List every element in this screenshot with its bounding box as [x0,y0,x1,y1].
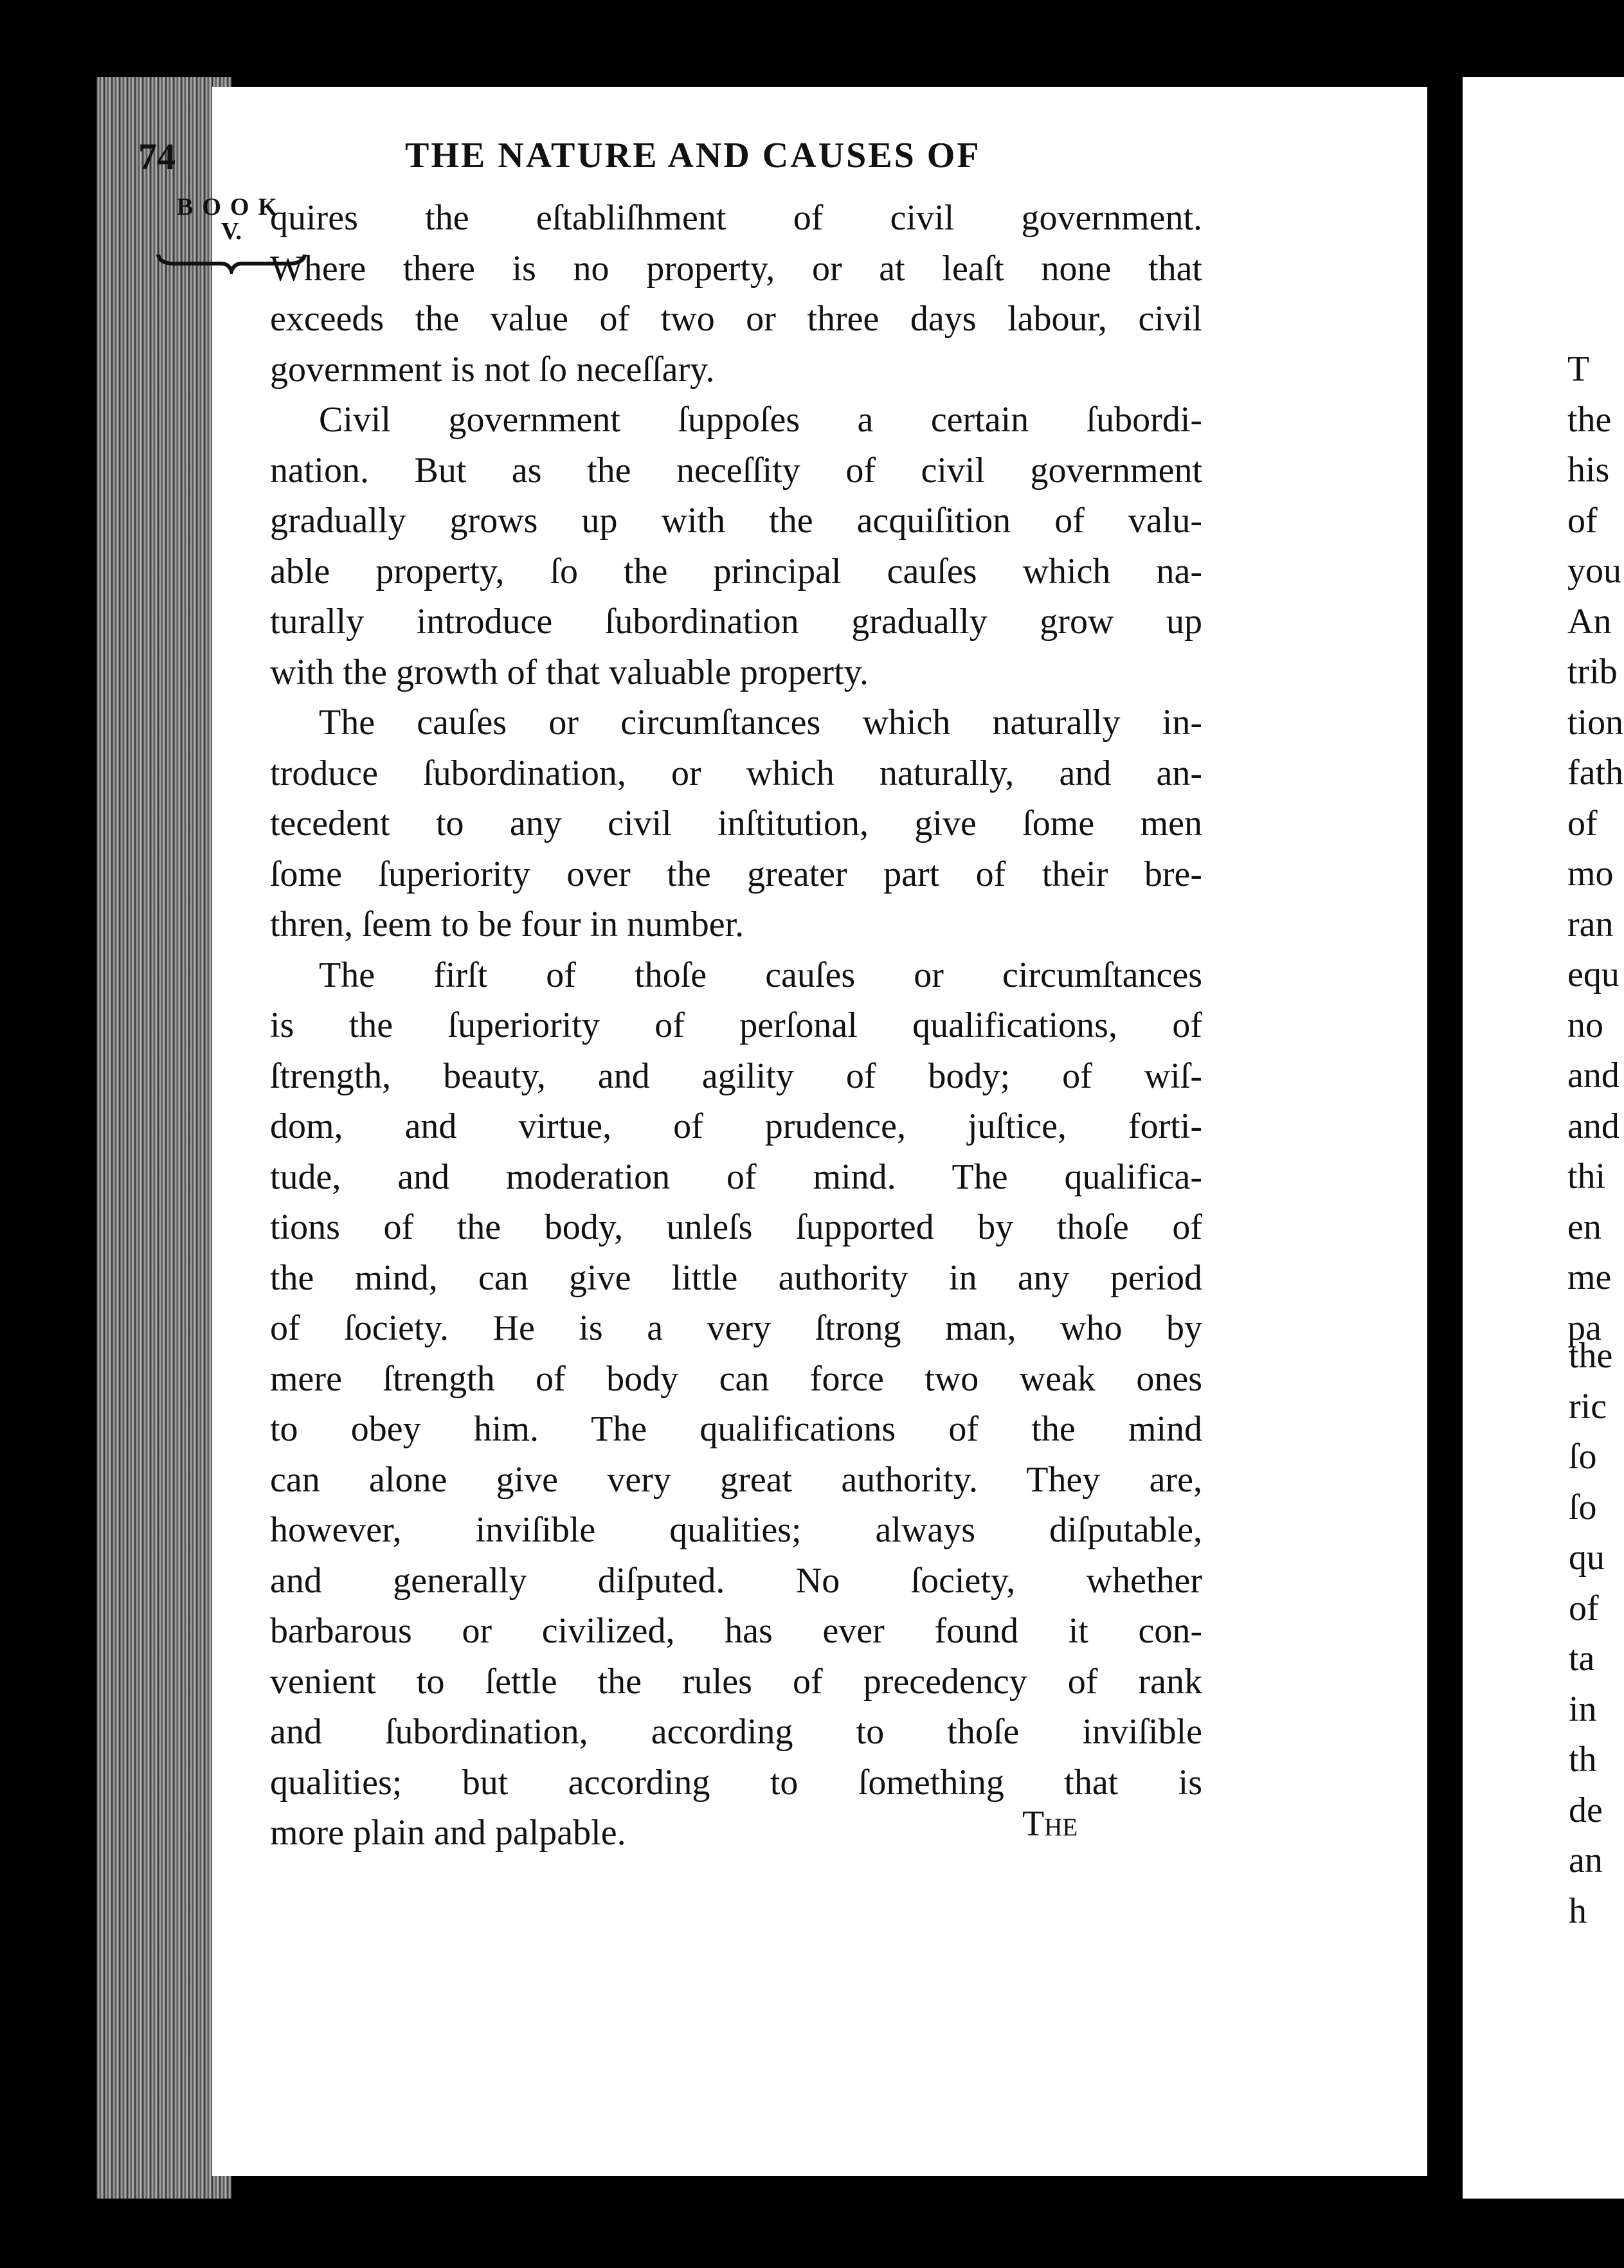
fragment: and [1567,1056,1619,1095]
fragment: ſo [1569,1487,1597,1527]
fragment: trib [1567,652,1618,692]
text-line: more plain and palpable. [270,1813,626,1853]
text-line: ſome ſuperiority over the greater part of their bre- [270,854,1202,894]
text-line: government is not ſo neceſſary. [270,349,715,390]
fragment: of [1569,1588,1599,1628]
text-line: quires the eſtabliſhment of civil government. [270,198,1202,238]
fragment: th [1569,1740,1597,1779]
book-page-edges [96,77,231,2199]
text-line: can alone give very great authority. They are, [270,1459,1202,1500]
text-line: qualities; but according to ſomething that is [270,1762,1202,1803]
fragment: his [1567,450,1610,490]
text-line: tude, and moderation of mind. The qualifica- [270,1156,1202,1197]
text-line: The firſt of thoſe cauſes or circumſtances [319,955,1202,995]
fragment: and [1567,1106,1619,1146]
text-line: mere ſtrength of body can force two weak ones [270,1358,1202,1399]
text-line: barbarous or civilized, has ever found it con- [270,1611,1202,1651]
text-line: turally introduce ſubordination gradually grow up [270,602,1202,642]
fragment: the [1567,399,1612,440]
fragment: de [1569,1790,1603,1830]
fragment: no [1567,1005,1603,1045]
body-text [270,193,1202,1859]
text-line: to obey him. The qualifications of the mind [270,1409,1202,1449]
text-line: troduce ſubordination, or which naturally, and an- [270,753,1202,793]
text-line: and ſubordination, according to thoſe inviſible [270,1712,1202,1752]
fragment: qu [1569,1538,1605,1578]
text-line: gradually grows up with the acquiſition of valu- [270,501,1202,541]
fragment: ta [1569,1639,1595,1679]
facing-page-fragments-bottom [1569,1331,1612,1936]
fragment: fath [1567,753,1624,793]
text-line: dom, and virtue, of prudence, juſtice, forti- [270,1106,1202,1146]
text-line: Civil government ſuppoſes a certain ſubordi- [319,400,1202,440]
fragment: mo [1567,854,1614,894]
text-line: with the growth of that valuable property. [270,652,869,692]
text-line: exceeds the value of two or three days labour, civil [270,299,1202,339]
book-label: BOOK [176,194,287,221]
text-line: is the ſuperiority of perſonal qualifications, of [270,1005,1202,1045]
page-number: 74 [138,136,176,177]
text-line: thren, ſeem to be four in number. [270,905,744,944]
facing-page-fragments-top [1567,344,1623,1353]
fragment: ric [1569,1386,1607,1426]
text-line: able property, ſo the principal cauſes which na- [270,551,1202,591]
text-line: and generally diſputed. No ſociety, whether [270,1560,1202,1601]
fragment: of [1567,500,1598,541]
text-line: nation. But as the neceſſity of civil government [270,450,1202,491]
fragment: in [1569,1689,1597,1729]
text-line: The cauſes or circumſtances which naturally in- [319,703,1202,742]
fragment: of [1567,803,1598,843]
fragment: T [1567,349,1590,389]
fragment: ſo [1569,1437,1597,1477]
text-line: of ſociety. He is a very ſtrong man, who by [270,1308,1202,1348]
fragment: me [1567,1257,1612,1297]
fragment: ran [1567,904,1614,944]
fragment: tion [1567,702,1624,742]
fragment: en [1567,1207,1601,1247]
fragment: h [1569,1891,1587,1931]
volume-label: V. [221,218,242,245]
text-line: tions of the body, unleſs ſupported by thoſe of [270,1207,1202,1247]
text-line: Where there is no property, or at leaſt none that [270,248,1202,289]
running-head: THE NATURE AND CAUSES OF [405,136,981,176]
fragment: equ [1567,955,1619,995]
text-line: the mind, can give little authority in any period [270,1257,1202,1298]
fragment: thi [1567,1156,1606,1196]
text-line: tecedent to any civil inſtitution, give ſome men [270,804,1202,843]
fragment: pa [1567,1308,1601,1348]
text-line: venient to ſettle the rules of precedency of rank [270,1661,1202,1702]
fragment: the [1569,1336,1613,1376]
text-line: ſtrength, beauty, and agility of body; of wiſ- [270,1056,1202,1096]
fragment: you [1567,551,1621,591]
fragment: an [1569,1841,1603,1880]
fragment: An [1567,601,1612,642]
catchword: The [1022,1804,1078,1844]
text-line: however, inviſible qualities; always diſputable, [270,1510,1202,1550]
